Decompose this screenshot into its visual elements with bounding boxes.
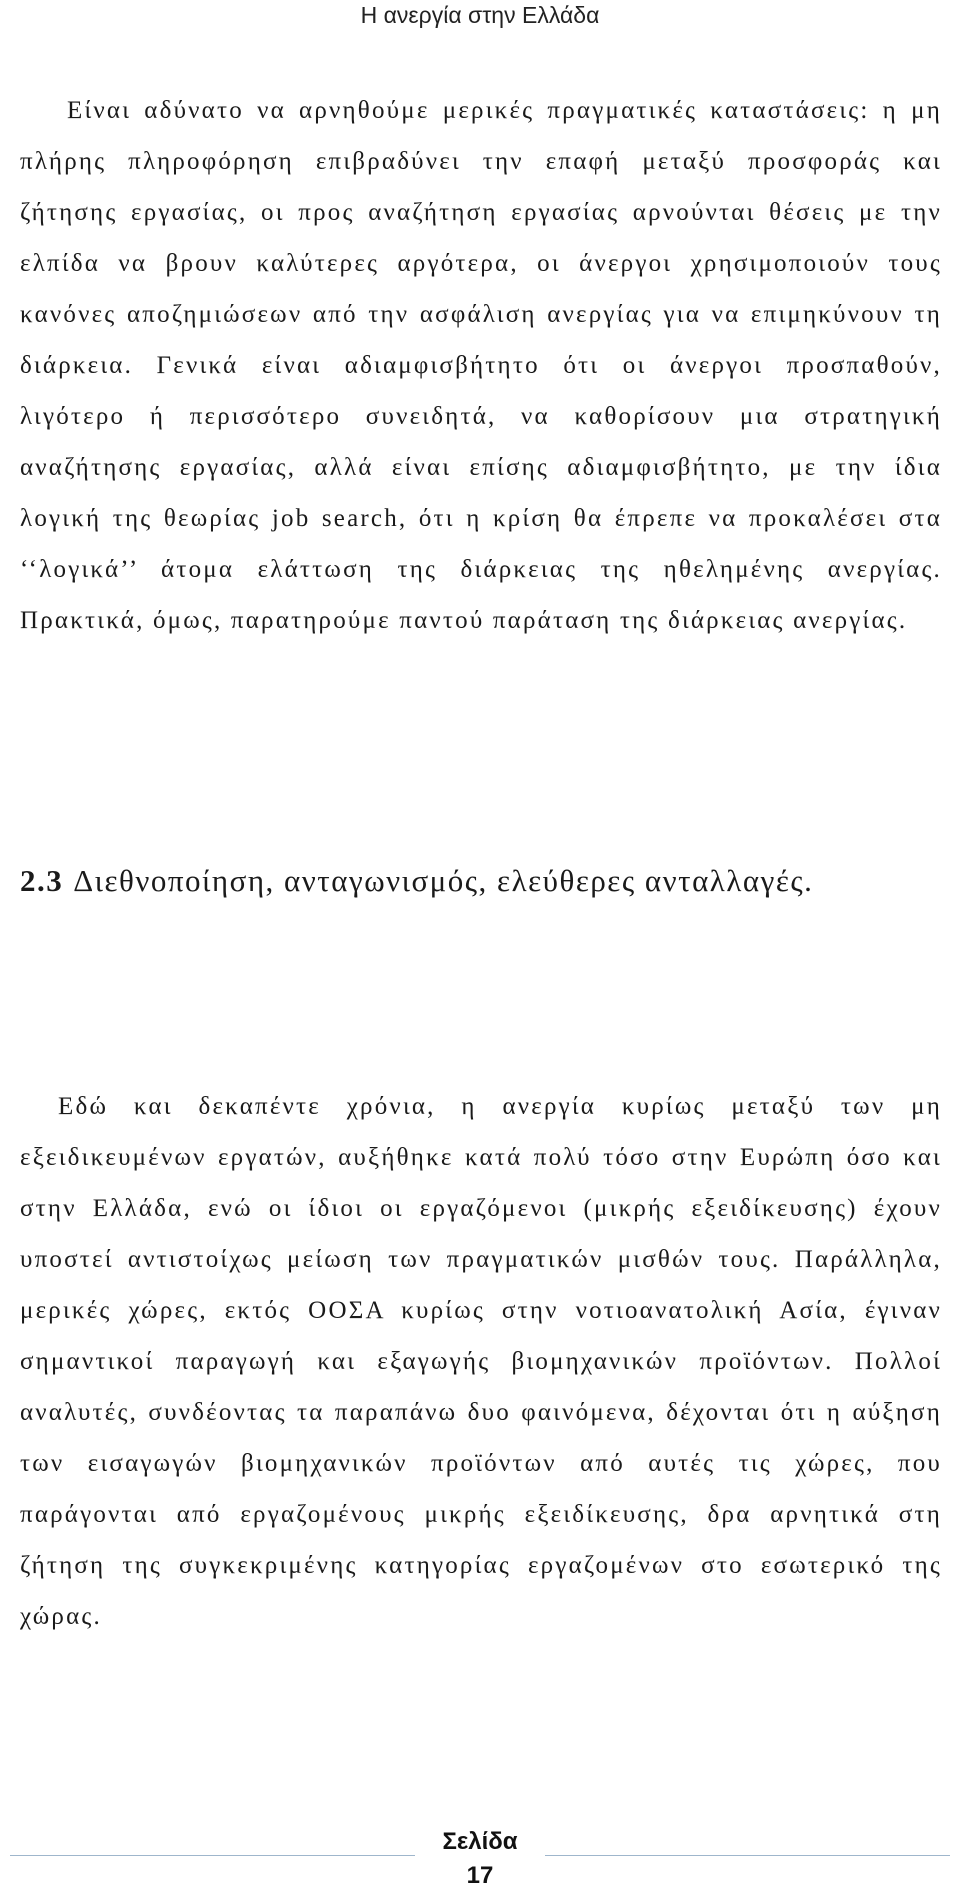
footer-rule-left — [10, 1855, 415, 1856]
page-label: Σελίδα — [442, 1828, 518, 1855]
page-number: 17 — [466, 1862, 494, 1889]
running-header: Η ανεργία στην Ελλάδα — [360, 2, 600, 28]
body-paragraph-2: Εδώ και δεκαπέντε χρόνια, η ανεργία κυρίως μεταξύ των μη εξειδικευμένων εργατών, αυξήθηκε κατά πολύ τόσο στην Ευρώπη όσο και στην Ελλάδα, ενώ οι ίδιοι οι εργαζόμενοι (μικρής εξειδίκευσης) έχουν υποστεί αντιστοίχως μείωση των πραγματικών μισθών τους. Παράλληλα, μερικές χώρες, εκτός ΟΟΣΑ κυρίως στην νοτιοανατολική Ασία, έγιναν σημαντικοί παραγωγή και εξαγωγής βιομηχανικών προϊόντων. Πολλοί αναλυτές, συνδέοντας τα παραπάνω δυο φαινόμενα, δέχονται ότι η αύξηση των εισαγωγών βιομηχανικών προϊόντων από αυτές τις χώρες, που παράγονται από εργαζομένους μικρής εξειδίκευσης, δρα αρνητικά στη ζήτηση της συγκεκριμένης κατηγορίας εργαζομένων στο εσωτερικό της χώρας. — [20, 1093, 942, 1630]
section-heading — [20, 855, 950, 906]
page-footer — [0, 1826, 960, 1894]
footer-rule-right — [545, 1855, 950, 1856]
body-paragraph-1: Είναι αδύνατο να αρνηθούμε μερικές πραγματικές καταστάσεις: η μη πλήρης πληροφόρηση επιβραδύνει την επαφή μεταξύ προσφοράς και ζήτησης εργασίας, οι προς αναζήτηση εργασίας αρνούνται θέσεις με την ελπίδα να βρουν καλύτερες αργότερα, οι άνεργοι χρησιμοποιούν τους κανόνες αποζημιώσεων από την ασφάλιση ανεργίας για να επιμηκύνουν τη διάρκεια. Γενικά είναι αδιαμφισβήτητο ότι οι άνεργοι προσπαθούν, λιγότερο ή περισσότερο συνειδητά, να καθορίσουν μια στρατηγική αναζήτησης εργασίας, αλλά είναι επίσης αδιαμφισβήτητο, με την ίδια λογική της θεωρίας job search, ότι η κρίση θα έπρεπε να προκαλέσει στα ‘‘λογικά’’ άτομα ελάττωση της διάρκειας της ηθελημένης ανεργίας. Πρακτικά, όμως, παρατηρούμε παντού παράταση της διάρκειας ανεργίας. — [20, 97, 942, 634]
section-number: 2.3 — [20, 863, 64, 898]
section-title: Διεθνοποίηση, ανταγωνισμός, ελεύθερες ανταλλαγές. — [73, 863, 814, 898]
